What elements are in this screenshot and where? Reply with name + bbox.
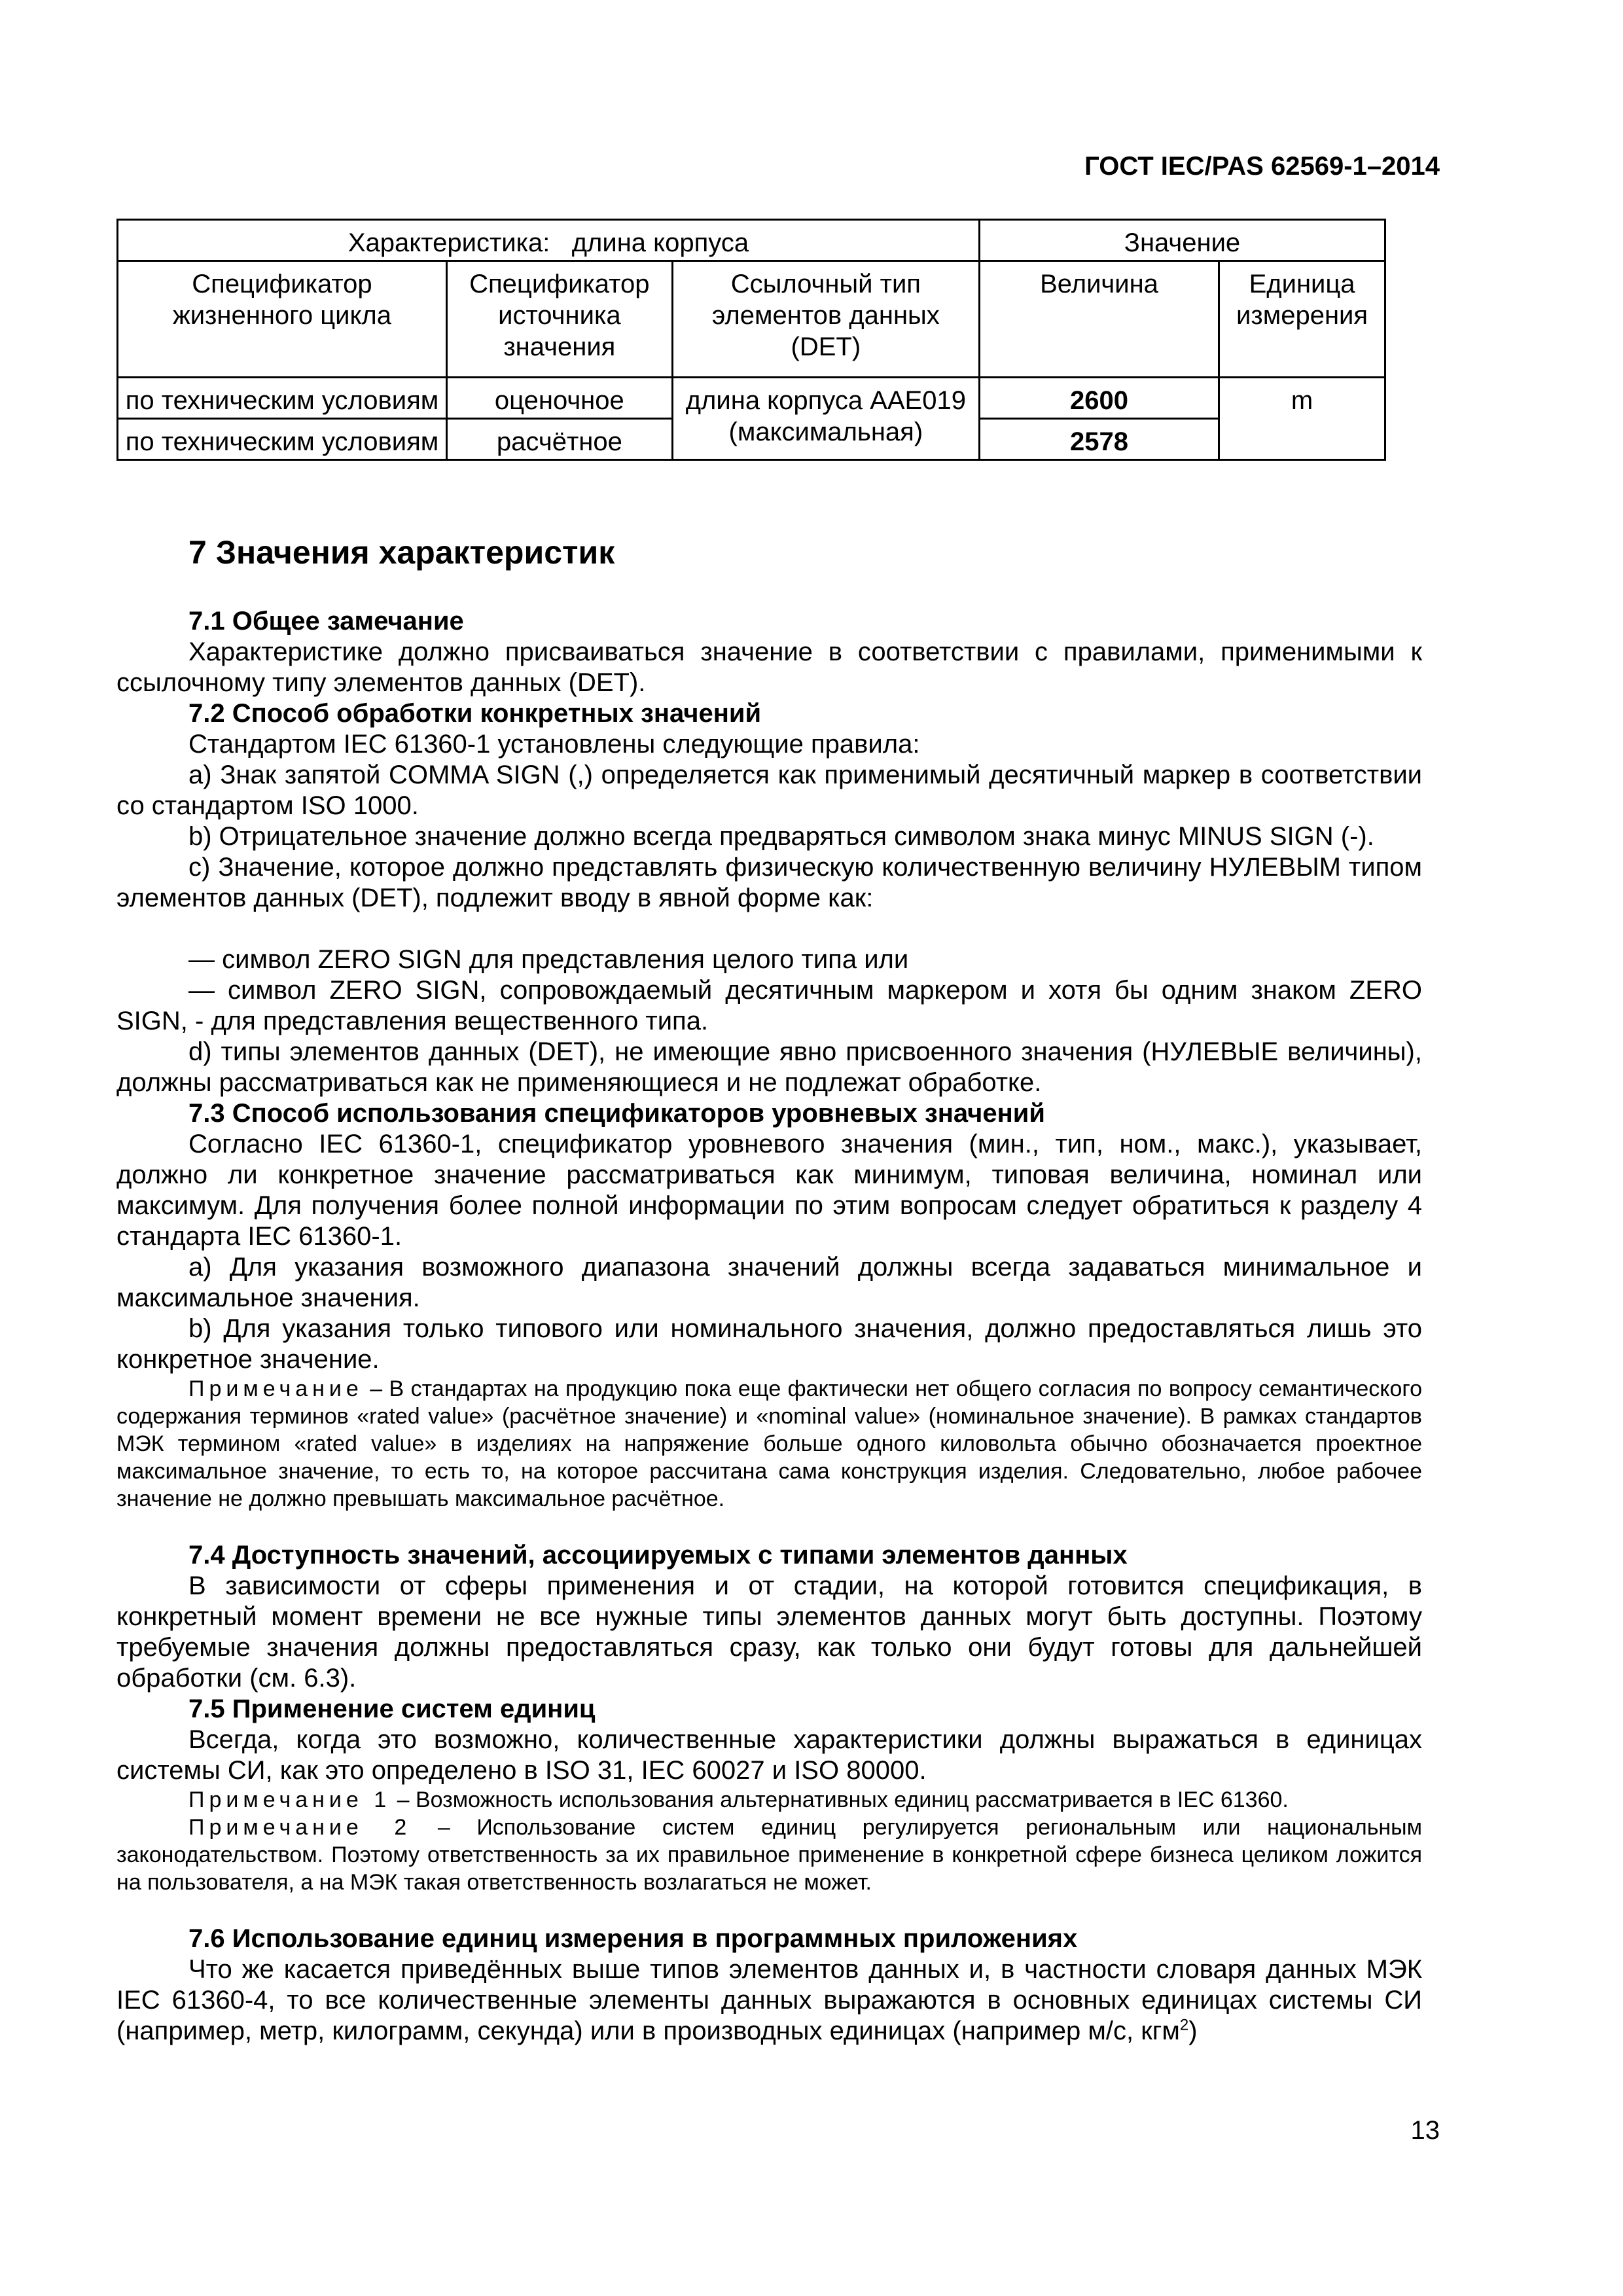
document-header: ГОСТ IEC/PAS 62569-1–2014 bbox=[1084, 152, 1440, 181]
subsection-title-7-2: 7.2 Способ обработки конкретных значений bbox=[188, 699, 762, 728]
paragraph-text: Что же касается приведённых выше типов элементов данных и, в частности словаря данных МЭК IEC 61360-4, то все количественные элементы данных выражаются в основных единицах системы СИ (например, метр, килограмм, секунда) или в производных единицах (например м/с, кгм bbox=[116, 1955, 1422, 2045]
table-row bbox=[118, 378, 1385, 419]
table-caption-row bbox=[118, 220, 1385, 261]
subsection-title-7-4: 7.4 Доступность значений, ассоциируемых с типами элементов данных bbox=[188, 1541, 1128, 1570]
lifecycle-cell: по техническим условиям bbox=[118, 419, 447, 460]
column-header: Единица измерения bbox=[1219, 261, 1385, 378]
superscript: 2 bbox=[1179, 2016, 1189, 2034]
page-number: 13 bbox=[1410, 2116, 1440, 2145]
subsection-title-7-5: 7.5 Применение систем единиц bbox=[188, 1695, 596, 1723]
list-item: d) типы элементов данных (DET), не имеющие явно присвоенного значения (НУЛЕВЫЕ величины), должны рассматриваться как не применяющиеся и не подлежат обработке. bbox=[116, 1037, 1422, 1097]
note-label: Примечание bbox=[188, 1376, 363, 1401]
column-header: Спецификатор источника значения bbox=[446, 261, 672, 378]
unit-cell: m bbox=[1219, 378, 1385, 460]
note-label: Примечание 1 bbox=[188, 1787, 391, 1812]
characteristic-table bbox=[116, 219, 1386, 461]
characteristic-caption: Характеристика: длина корпуса bbox=[118, 220, 980, 261]
column-header: Ссылочный тип элементов данных (DET) bbox=[672, 261, 979, 378]
table-header-row bbox=[118, 261, 1385, 378]
section-7 bbox=[116, 531, 1422, 2047]
subsection-title-7-1: 7.1 Общее замечание bbox=[188, 607, 464, 636]
note-label: Примечание 2 bbox=[188, 1815, 412, 1840]
note bbox=[116, 1814, 1422, 1896]
lifecycle-cell: по техническим условиям bbox=[118, 378, 447, 419]
column-header: Спецификатор жизненного цикла bbox=[118, 261, 447, 378]
note bbox=[116, 1786, 1422, 1814]
dash-item: — символ ZERO SIGN, сопровождаемый десятичным маркером и хотя бы одним знаком ZERO SIGN, - для представления вещественного типа. bbox=[116, 976, 1422, 1035]
spacer bbox=[116, 914, 1422, 944]
paragraph: В зависимости от сферы применения и от стадии, на которой готовится спецификация, в конкретный момент времени не все нужные типы элементов данных могут быть доступны. Поэтому требуемые значения должны предоставляться сразу, как только они будут готовы для дальнейшей обработки (см. 6.3). bbox=[116, 1571, 1422, 1693]
list-item: b) Для указания только типового или номинального значения, должно предоставляться лишь это конкретное значение. bbox=[116, 1314, 1422, 1374]
list-item: а) Знак запятой COMMA SIGN (,) определяется как применимый десятичный маркер в соответствии со стандартом ISO 1000. bbox=[116, 761, 1422, 820]
source-cell: оценочное bbox=[446, 378, 672, 419]
paragraph-text-end: ) bbox=[1188, 2017, 1198, 2045]
section-title: 7 Значения характеристик bbox=[188, 534, 615, 571]
note-text: – Возможность использования альтернативных единиц рассматривается в IEC 61360. bbox=[391, 1787, 1289, 1812]
list-item: b) Отрицательное значение должно всегда предваряться символом знака минус MINUS SIGN (-). bbox=[188, 822, 1374, 851]
column-header: Величина bbox=[979, 261, 1219, 378]
value-caption: Значение bbox=[979, 220, 1385, 261]
source-cell: расчётное bbox=[446, 419, 672, 460]
paragraph bbox=[116, 1954, 1422, 2047]
paragraph: Стандартом IEC 61360-1 установлены следующие правила: bbox=[188, 730, 920, 759]
note bbox=[116, 1375, 1422, 1513]
note-text: – Использование систем единиц регулируется региональным или национальным законодательством. Поэтому ответственность за их правильное применение в конкретной сфере бизнеса целиком ложится на пользователя, а на МЭК такая ответственность возлагаться не может. bbox=[116, 1815, 1422, 1895]
spacer bbox=[116, 1896, 1422, 1924]
list-item: а) Для указания возможного диапазона значений должны всегда задаваться минимальное и максимальное значения. bbox=[116, 1253, 1422, 1312]
value-cell: 2578 bbox=[979, 419, 1219, 460]
dash-item: — символ ZERO SIGN для представления целого типа или bbox=[188, 945, 909, 974]
subsection-title-7-6: 7.6 Использование единиц измерения в программных приложениях bbox=[188, 1924, 1078, 1953]
list-item: c) Значение, которое должно представлять физическую количественную величину НУЛЕВЫМ типом элементов данных (DET), подлежит вводу в явной форме как: bbox=[116, 853, 1422, 912]
det-cell: длина корпуса ААЕ019 (максимальная) bbox=[672, 378, 979, 460]
paragraph: Всегда, когда это возможно, количественные характеристики должны выражаться в единицах системы СИ, как это определено в ISO 31, IEC 60027 и ISO 80000. bbox=[116, 1725, 1422, 1785]
subsection-title-7-3: 7.3 Способ использования спецификаторов уровневых значений bbox=[188, 1099, 1045, 1128]
paragraph: Характеристике должно присваиваться значение в соответствии с правилами, применимыми к ссылочному типу элементов данных (DET). bbox=[116, 637, 1422, 697]
spacer bbox=[116, 1513, 1422, 1540]
note-text: – В стандартах на продукцию пока еще фактически нет общего согласия по вопросу семантического содержания терминов «rated value» (расчётное значение) и «nominal value» (номинальное значение). В рамках стандартов МЭК термином «rated value» в изделиях на напряжение больше одного киловольта обычно обозначается проектное максимальное значение, то есть то, на которое рассчитана сама конструкция изделия. Следовательно, любое рабочее значение не должно превышать максимальное расчётное. bbox=[116, 1376, 1422, 1511]
value-cell: 2600 bbox=[979, 378, 1219, 419]
paragraph: Согласно IEC 61360-1, спецификатор уровневого значения (мин., тип, ном., макс.), указывает, должно ли конкретное значение рассматриваться как минимум, типовая величина, номинал или максимум. Для получения более полной информации по этим вопросам следует обратиться к разделу 4 стандарта IEC 61360-1. bbox=[116, 1130, 1422, 1251]
